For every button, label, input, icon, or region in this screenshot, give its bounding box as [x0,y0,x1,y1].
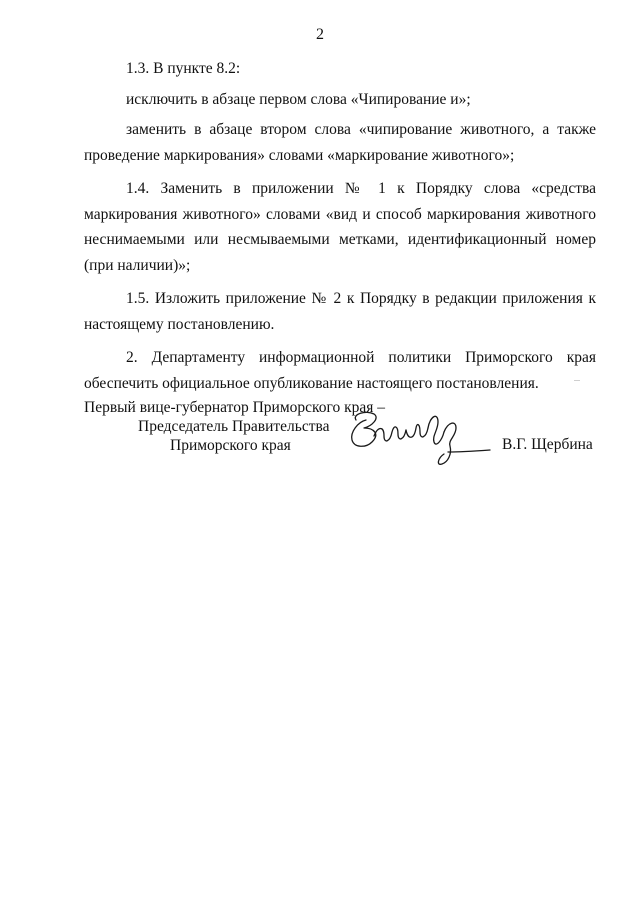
signatory-title-line-1: Первый вице-губернатор Приморского края – [84,399,386,416]
paragraph-1-4: 1.4. Заменить в приложении № 1 к Порядку слова «средства маркирования животного» словами «вид и способ маркирования животного неснимаемыми или несмываемыми метками, идентификационный номер (при наличии)»; [84,180,596,274]
document-body [84,56,596,404]
paragraph-1-3: 1.3. В пункте 8.2: [126,60,241,77]
page-number: 2 [316,26,324,43]
paragraph-exclude: исключить в абзаце первом слова «Чипирование и»; [126,90,471,108]
paragraph-replace: заменить в абзаце втором слова «чипирование животного, а также проведение маркирования» словами «маркирование животного»; [84,121,596,164]
signatory-title-line-2: Председатель Правительства [138,418,330,435]
signature-block [84,398,604,478]
handwritten-signature [344,406,494,468]
paragraph-1-5: 1.5. Изложить приложение № 2 к Порядку в редакции приложения к настоящему постановлению. [84,290,596,333]
paragraph-2: 2. Департаменту информационной политики Приморского края обеспечить официальное опубликование настоящего постановления. [84,349,596,392]
scan-mark [574,380,580,381]
signatory-title-line-3: Приморского края [170,437,291,454]
signatory-name: В.Г. Щербина [502,436,593,453]
